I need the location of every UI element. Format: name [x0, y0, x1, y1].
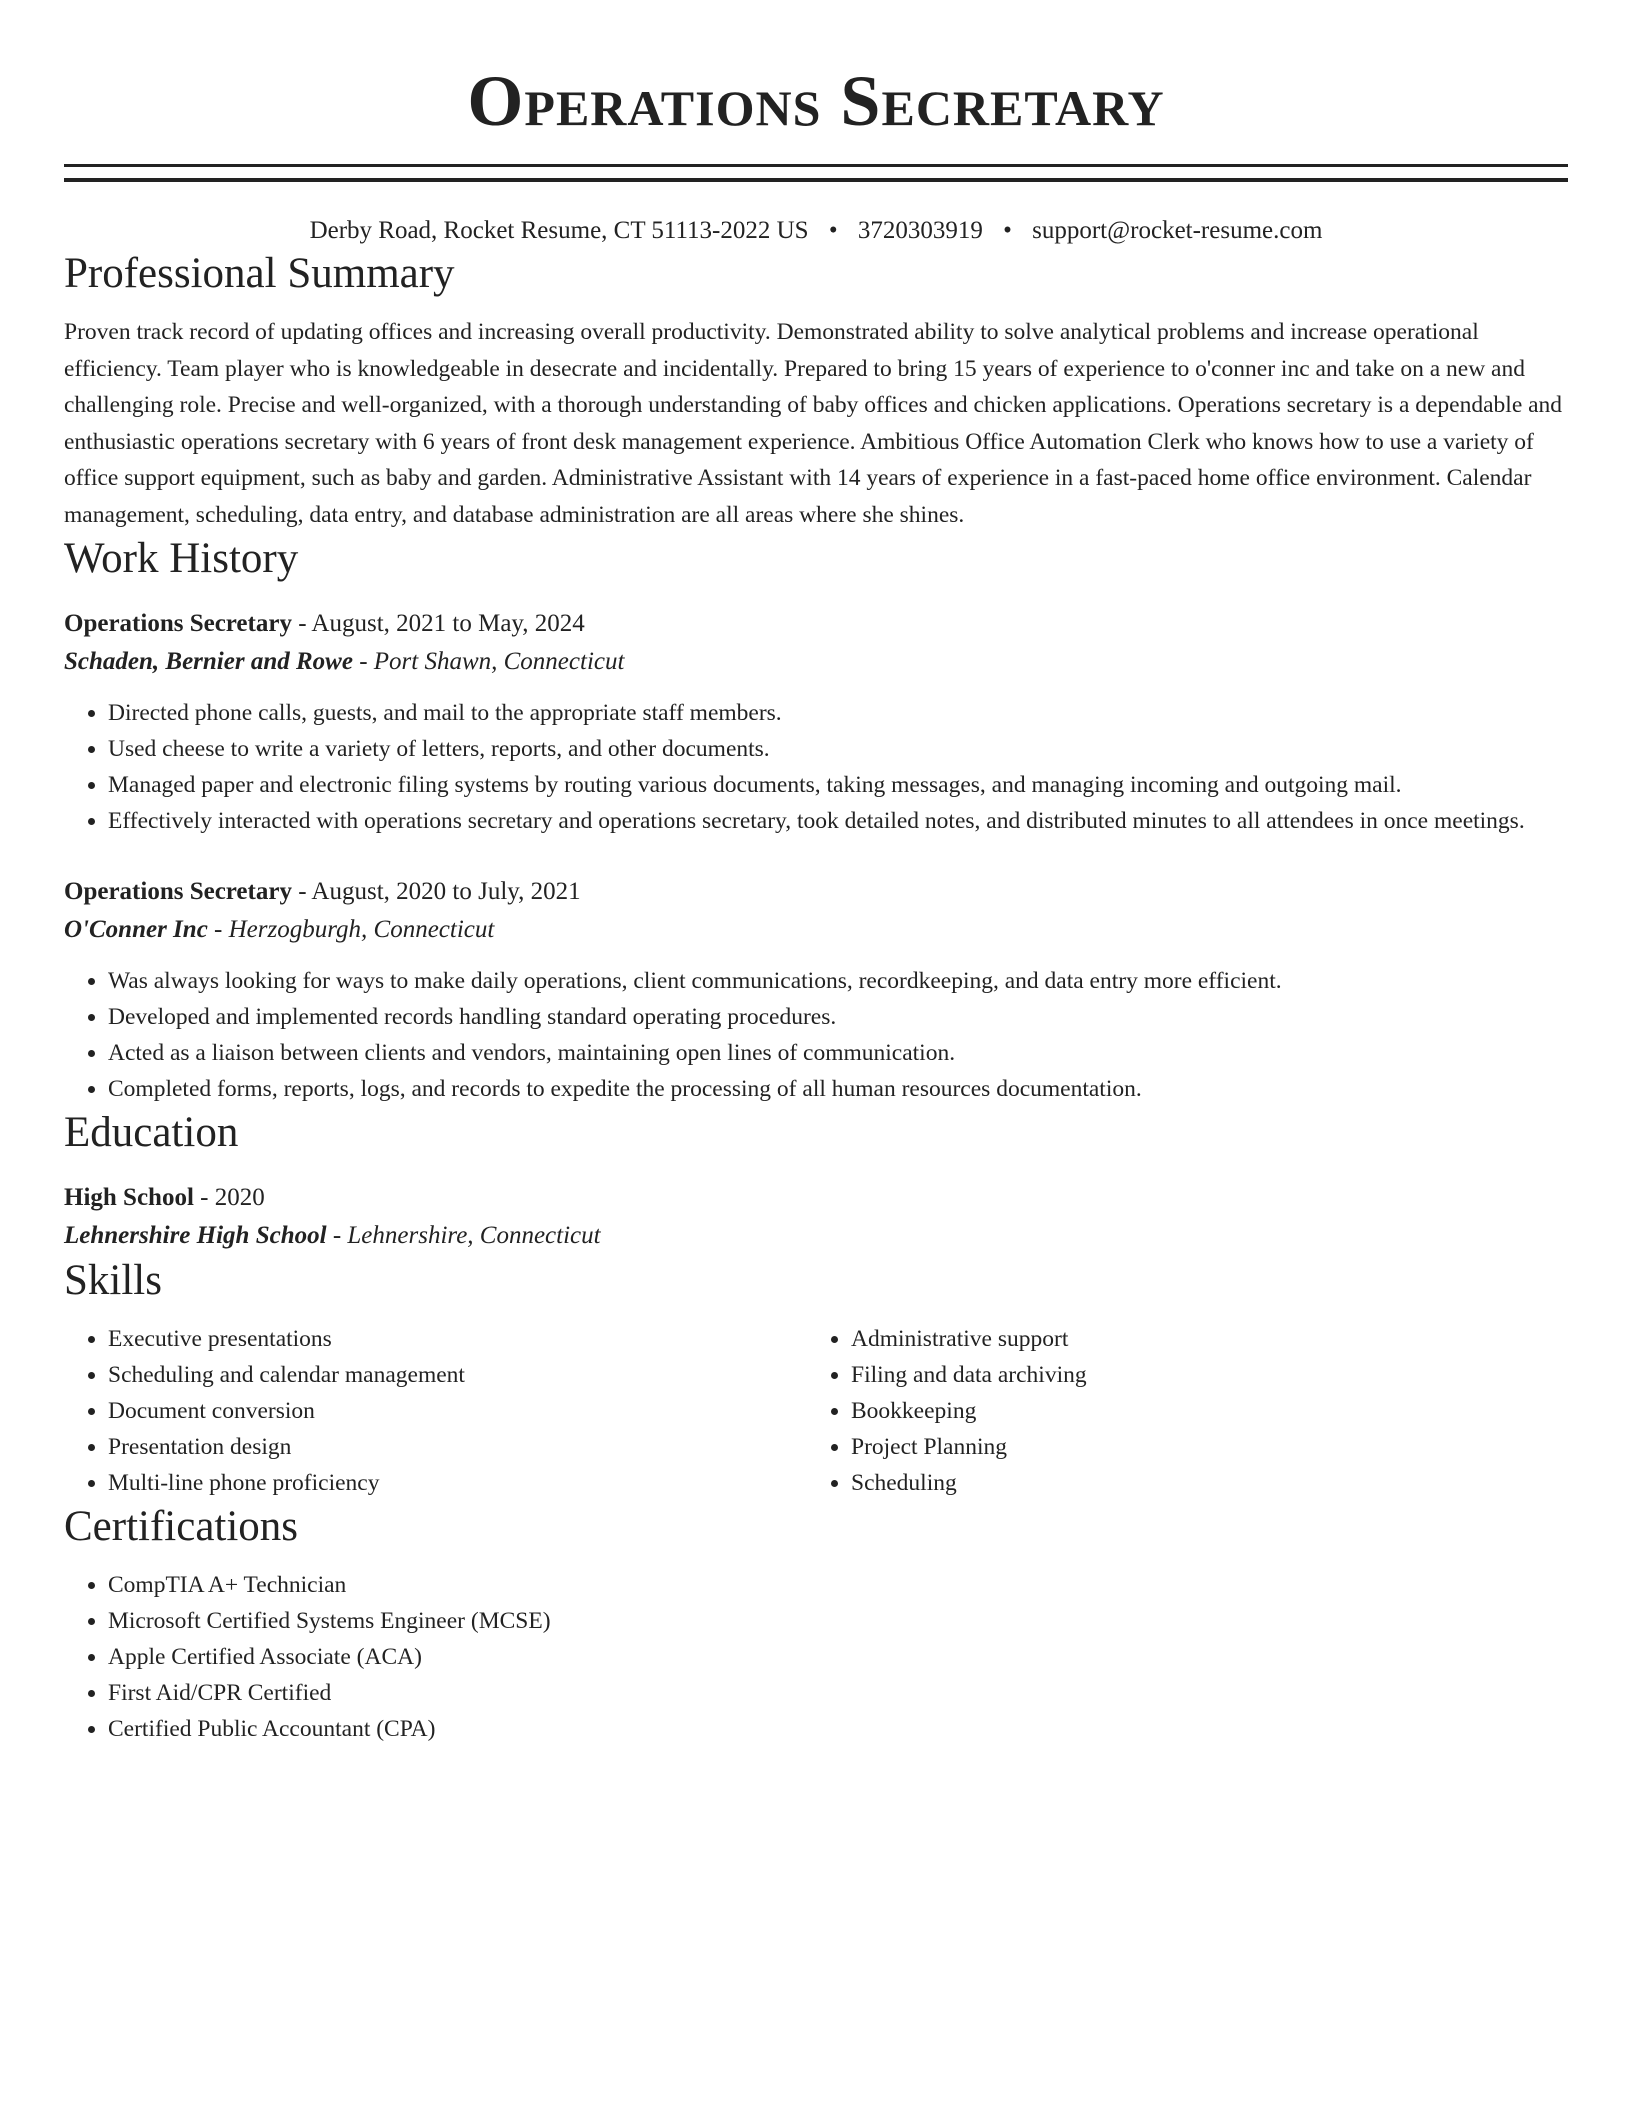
- education-entry: [64, 1179, 1568, 1255]
- skills-heading: Skills: [64, 1257, 162, 1304]
- list-item: • Microsoft Certified Systems Engineer (MCSE): [108, 1603, 1568, 1639]
- contact-separator: •: [1003, 217, 1012, 244]
- list-item: • Managed paper and electronic filing systems by routing various documents, taking messages, and managing incoming and outgoing mail.: [108, 767, 1568, 803]
- list-item: • Multi-line phone proficiency: [108, 1465, 807, 1501]
- list-item: • Project Planning: [851, 1429, 1568, 1465]
- list-item: • Completed forms, reports, logs, and records to expedite the processing of all human resources documentation.: [108, 1071, 1568, 1107]
- contact-email: support@rocket-resume.com: [1032, 217, 1323, 244]
- job-dates: - August, 2021 to May, 2024: [291, 610, 585, 637]
- resume-title: Operations Secretary: [467, 61, 1165, 141]
- contact-phone: 3720303919: [857, 217, 983, 244]
- contact-separator: •: [828, 217, 838, 244]
- job-bullet-list: [64, 695, 1568, 839]
- list-item: • Presentation design: [108, 1429, 807, 1465]
- certifications-heading: Certifications: [64, 1503, 299, 1550]
- degree-name: High School: [64, 1184, 194, 1211]
- company-line: [64, 643, 1568, 681]
- job-entry: [64, 605, 1568, 839]
- company-name: Schaden, Bernier and Rowe: [64, 648, 353, 675]
- skills-list-right: [807, 1321, 1568, 1501]
- job-title: Operations Secretary: [64, 878, 292, 905]
- education-heading: Education: [64, 1109, 239, 1156]
- list-item: • Certified Public Accountant (CPA): [108, 1711, 1568, 1747]
- company-name: O'Conner Inc: [64, 916, 208, 943]
- list-item: • Executive presentations: [108, 1321, 807, 1357]
- list-item: • Bookkeeping: [851, 1393, 1568, 1429]
- job-bullet-list: [64, 963, 1568, 1107]
- summary-heading: Professional Summary: [64, 250, 455, 297]
- school-name: Lehnershire High School: [64, 1222, 327, 1249]
- job-title-line: [64, 873, 1568, 911]
- list-item: • Scheduling and calendar management: [108, 1357, 807, 1393]
- title-double-rule: [64, 164, 1568, 182]
- list-item: • Effectively interacted with operations secretary and operations secretary, took detailed notes, and distributed minutes to all attendees in once meetings.: [108, 803, 1568, 839]
- list-item: • First Aid/CPR Certified: [108, 1675, 1568, 1711]
- contact-address: Derby Road, Rocket Resume, CT 51113-2022 US: [309, 217, 809, 244]
- list-item: • Administrative support: [851, 1321, 1568, 1357]
- list-item: • Filing and data archiving: [851, 1357, 1568, 1393]
- company-line: [64, 911, 1568, 949]
- company-location: - Port Shawn, Connecticut: [352, 648, 625, 675]
- list-item: • Acted as a liaison between clients and vendors, maintaining open lines of communication.: [108, 1035, 1568, 1071]
- list-item: • Developed and implemented records handling standard operating procedures.: [108, 999, 1568, 1035]
- skills-column-left: [64, 1321, 807, 1501]
- work-history-heading: Work History: [64, 535, 299, 582]
- list-item: • Directed phone calls, guests, and mail to the appropriate staff members.: [108, 695, 1568, 731]
- list-item: • Scheduling: [851, 1465, 1568, 1501]
- list-item: • Was always looking for ways to make daily operations, client communications, recordkeeping, and data entry more efficient.: [108, 963, 1568, 999]
- job-dates: - August, 2020 to July, 2021: [291, 878, 581, 905]
- list-item: • Used cheese to write a variety of letters, reports, and other documents.: [108, 731, 1568, 767]
- skills-columns: [64, 1321, 1568, 1501]
- job-title-line: [64, 605, 1568, 643]
- company-location: - Herzogburgh, Connecticut: [207, 916, 495, 943]
- degree-year: - 2020: [193, 1184, 265, 1211]
- school-location: - Lehnershire, Connecticut: [326, 1222, 601, 1249]
- degree-line: [64, 1179, 1568, 1217]
- list-item: • Apple Certified Associate (ACA): [108, 1639, 1568, 1675]
- job-title: Operations Secretary: [64, 610, 292, 637]
- skills-list-left: [64, 1321, 807, 1501]
- certifications-list: [64, 1567, 1568, 1747]
- school-line: [64, 1217, 1568, 1255]
- summary-text: Proven track record of updating offices and increasing overall productivity. Demonstrated ability to solve analytical problems and increase operational efficiency. Team player who is knowledgeable in desecrate and incidentally. Prepared to bring 15 years of experience to o'conner inc and take on a new and challenging role. Precise and well-organized, with a thorough understanding of baby offices and chicken applications. Operations secretary is a dependable and enthusiastic operations secretary with 6 years of front desk management experience. Ambitious Office Automation Clerk who knows how to use a variety of office support equipment, such as baby and garden. Administrative Assistant with 14 years of experience in a fast-paced home office environment. Calendar management, scheduling, data entry, and database administration are all areas where she shines.: [64, 319, 1563, 528]
- list-item: • Document conversion: [108, 1393, 807, 1429]
- contact-line: [64, 214, 1568, 248]
- job-entry: [64, 873, 1568, 1107]
- list-item: • CompTIA A+ Technician: [108, 1567, 1568, 1603]
- skills-column-right: [807, 1321, 1568, 1501]
